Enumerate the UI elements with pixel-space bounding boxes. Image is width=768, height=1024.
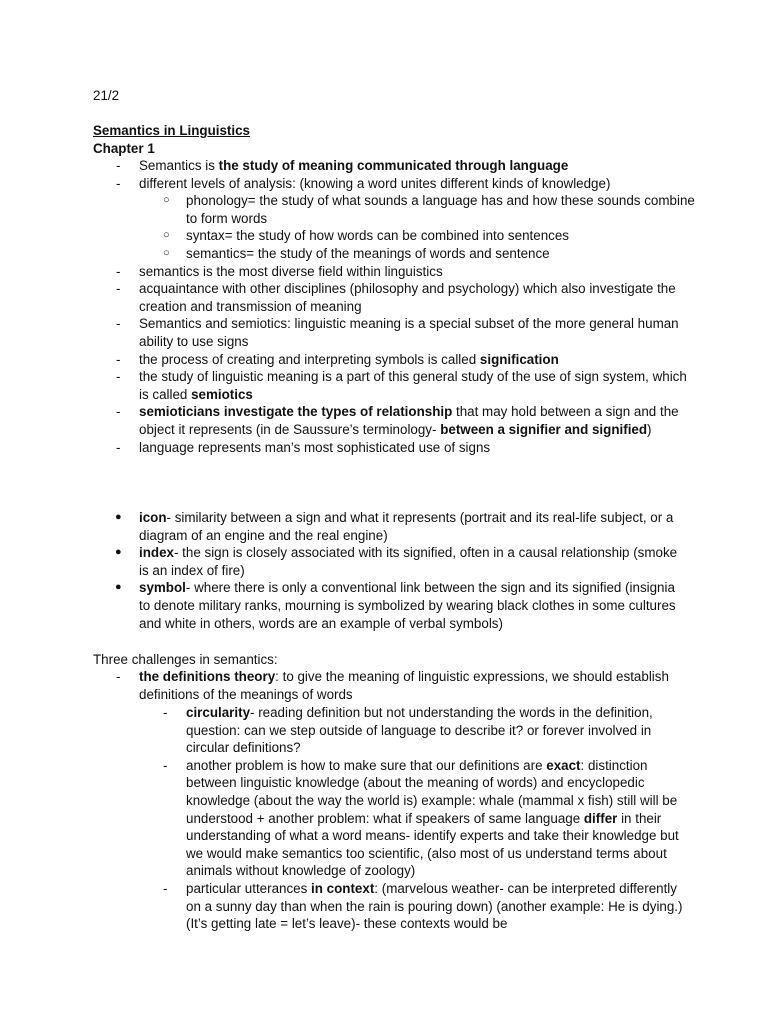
list-item: - the study of linguistic meaning is a part of this general study of the use of sign system, which is called semiotics: [139, 368, 699, 403]
list-item: - semioticians investigate the types of relationship that may hold between a sign and the object it represents (in de Saussure’s terminology- between a signifier and signified): [139, 403, 699, 438]
list-item: - language represents man’s most sophisticated use of signs: [139, 439, 699, 457]
sub-list-item: ○ phonology= the study of what sounds a language has and how these sounds combine to form words: [186, 192, 699, 227]
list-item: - semantics is the most diverse field within linguistics: [139, 263, 699, 281]
list-item: - acquaintance with other disciplines (philosophy and psychology) which also investigate the creation and transmission of meaning: [139, 280, 699, 315]
sub-list-item: ○ syntax= the study of how words can be combined into sentences: [186, 227, 699, 245]
list-item: - Semantics is the study of meaning communicated through language: [139, 157, 699, 175]
challenges-heading: Three challenges in semantics:: [93, 652, 278, 667]
list-item: - another problem is how to make sure that our definitions are exact: distinction between linguistic knowledge (about the meaning of words) and encyclopedic knowledge (about the way the world is) example: whale (mammal x fish) still will be understood + another problem: what if speakers of same language differ in their understanding of what a word means- identify experts and take their knowledge but we would make semantics too scientific, (also most of us understand terms about animals without knowledge of zoology): [186, 757, 686, 880]
list-item: - the definitions theory: to give the meaning of linguistic expressions, we should establish definitions of the meanings of words: [139, 668, 679, 703]
definitions-problems-list: [186, 704, 686, 933]
document-title: Semantics in Linguistics: [93, 123, 251, 138]
list-item-index: ● index- the sign is closely associated with its signified, often in a causal relationship (smoke is an index of fire): [139, 544, 679, 579]
list-item: - different levels of analysis: (knowing a word unites different kinds of knowledge) ○ phonology= the study of what sounds a language has and how these sounds combine to form words ○ syntax= the study of how words can be combined into sentences ○ semantics= the study of the meanings of words and sentence: [139, 175, 699, 263]
chapter-heading: Chapter 1: [93, 140, 155, 156]
list-item-icon: ● icon- similarity between a sign and what it represents (portrait and its real-life subject, or a diagram of an engine and the real engine): [139, 509, 679, 544]
list-item: - particular utterances in context: (marvelous weather- can be interpreted differently on a sunny day than when the rain is pouring down) (another example: He is dying.) (It’s getting late = let’s leave)- these contexts would be: [186, 880, 686, 933]
sign-types-list: [139, 509, 679, 632]
challenges-list: [139, 668, 679, 703]
date-label: 21/2: [93, 88, 120, 103]
list-item: - circularity- reading definition but not understanding the words in the definition, question: can we step outside of language to describe it? or forever involved in circular definitions?: [186, 704, 686, 757]
levels-sublist: [139, 192, 699, 262]
semantics-notes-list: [139, 157, 699, 456]
list-item-symbol: ● symbol- where there is only a conventional link between the sign and its signified (insignia to denote military ranks, mourning is symbolized by wearing black clothes in some cultures and white in others, words are an example of verbal symbols): [139, 579, 679, 632]
list-item: - Semantics and semiotics: linguistic meaning is a special subset of the more general human ability to use signs: [139, 315, 699, 350]
list-item: - the process of creating and interpreting symbols is called signification: [139, 351, 699, 369]
sub-list-item: ○ semantics= the study of the meanings of words and sentence: [186, 245, 699, 263]
